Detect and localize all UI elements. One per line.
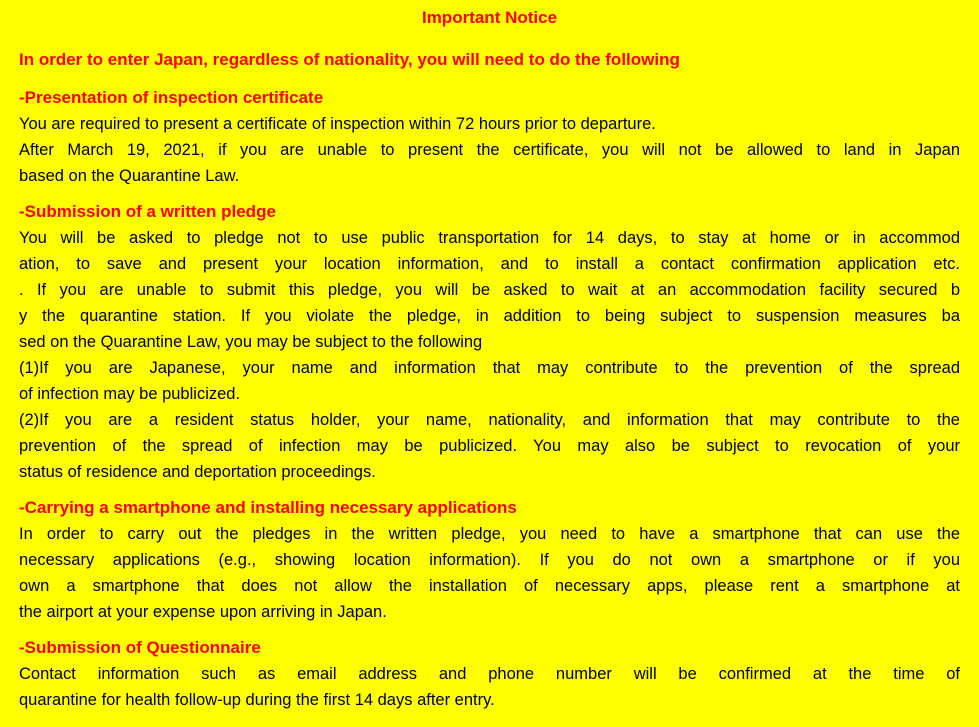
text-line: After March 19, 2021, if you are unable to present the certificate, you will not be allowed to land in Japan: [19, 141, 960, 159]
paragraph-pledge-consequence-japanese: [19, 355, 960, 407]
section-smartphone: [19, 495, 960, 625]
paragraph-smartphone-details: [19, 521, 960, 625]
text-line: (2)If you are a resident status holder, your name, nationality, and information that may contribute to the: [19, 411, 960, 429]
text-line: Contact information such as email address and phone number will be confirmed at the time of: [19, 665, 960, 683]
text-line: prevention of the spread of infection may be publicized. You may also be subject to revocation of your: [19, 437, 960, 455]
text-line: ation, to save and present your location information, and to install a contact confirmation application etc.: [19, 255, 960, 273]
paragraph-inspection-deadline: [19, 137, 960, 189]
text-line: quarantine for health follow-up during the first 14 days after entry.: [19, 691, 495, 709]
text-line: . If you are unable to submit this pledge, you will be asked to wait at an accommodation facility secured b: [19, 281, 960, 299]
notice-intro: In order to enter Japan, regardless of nationality, you will need to do the following: [19, 50, 680, 69]
paragraph-pledge-details: [19, 225, 960, 355]
section-heading-written-pledge: -Submission of a written pledge: [19, 202, 276, 221]
section-heading-questionnaire: -Submission of Questionnaire: [19, 638, 261, 657]
text-line: (1)If you are Japanese, your name and information that may contribute to the prevention of the spread: [19, 359, 960, 377]
notice-title: Important Notice: [421, 8, 558, 27]
text-line: sed on the Quarantine Law, you may be subject to the following: [19, 333, 483, 351]
text-line: In order to carry out the pledges in the written pledge, you need to have a smartphone that can use the: [19, 525, 960, 543]
text-line: y the quarantine station. If you violate the pledge, in addition to being subject to suspension measures ba: [19, 307, 960, 325]
section-inspection-certificate: [19, 85, 960, 189]
text-line: necessary applications (e.g., showing location information). If you do not own a smartphone or if you: [19, 551, 960, 569]
section-heading-inspection-certificate: -Presentation of inspection certificate: [19, 88, 324, 107]
section-written-pledge: [19, 199, 960, 485]
section-heading-smartphone: -Carrying a smartphone and installing necessary applications: [19, 498, 517, 517]
text-line: You are required to present a certificate of inspection within 72 hours prior to departure.: [19, 115, 656, 133]
section-questionnaire: [19, 635, 960, 713]
text-line: of infection may be publicized.: [19, 385, 241, 403]
paragraph-inspection-requirement: [19, 111, 960, 137]
text-line: status of residence and deportation proceedings.: [19, 463, 376, 481]
text-line: You will be asked to pledge not to use public transportation for 14 days, to stay at home or in accommod: [19, 229, 960, 247]
text-line: the airport at your expense upon arriving in Japan.: [19, 603, 387, 621]
paragraph-questionnaire-details: [19, 661, 960, 713]
paragraph-pledge-consequence-resident: [19, 407, 960, 485]
text-line: based on the Quarantine Law.: [19, 167, 240, 185]
text-line: own a smartphone that does not allow the installation of necessary apps, please rent a smartphone at: [19, 577, 960, 595]
